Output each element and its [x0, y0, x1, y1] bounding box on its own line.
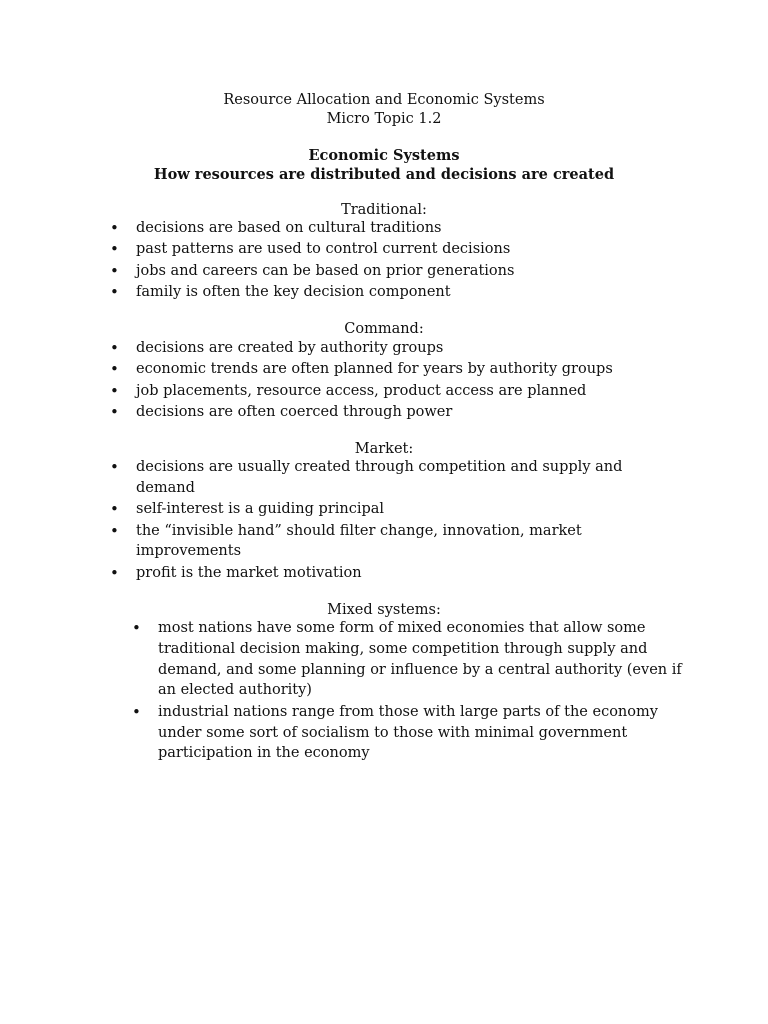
document-subtitle: Micro Topic 1.2	[326, 111, 442, 127]
list-item	[110, 359, 676, 380]
list-item-text: self-interest is a guiding principal	[136, 501, 385, 518]
document-title: Resource Allocation and Economic Systems	[223, 92, 545, 108]
bullet-icon: •	[110, 381, 119, 400]
list-item	[110, 239, 676, 260]
list-item	[110, 499, 651, 520]
list-item	[132, 618, 688, 701]
list-item-text: decisions are created by authority groups	[136, 340, 444, 356]
mixed-systems-heading: Mixed systems:	[327, 602, 441, 618]
command-heading: Command:	[344, 321, 424, 337]
list-item-text: job placements, resource access, product access are planned	[136, 382, 587, 399]
list-item-text: profit is the market motivation	[136, 564, 362, 581]
market-heading: Market:	[354, 441, 414, 457]
list-item	[110, 282, 676, 303]
market-list	[110, 457, 651, 584]
list-item	[110, 261, 676, 282]
bullet-icon: •	[110, 563, 119, 582]
list-item	[110, 381, 676, 402]
bullet-icon: •	[110, 500, 119, 519]
list-item	[110, 521, 651, 563]
list-item-text: economic trends are often planned for years by authority groups	[136, 361, 613, 378]
list-item-text: decisions are based on cultural traditions	[136, 220, 442, 236]
list-item-text: most nations have some form of mixed economies that allow some traditional decision making, some competition through supply and demand, and some planning or influence by a central authority (even if an elected authority)	[158, 620, 682, 699]
traditional-heading: Traditional:	[341, 202, 427, 218]
bullet-icon: •	[110, 219, 119, 237]
traditional-list	[110, 218, 676, 303]
list-item	[110, 457, 651, 499]
bullet-icon: •	[110, 458, 119, 476]
bullet-icon: •	[110, 360, 119, 379]
section-subheading: How resources are distributed and decisions are created	[153, 166, 615, 183]
list-item	[110, 218, 676, 239]
bullet-icon: •	[110, 521, 119, 540]
list-item	[110, 563, 651, 584]
bullet-icon: •	[110, 283, 119, 302]
list-item-text: decisions are often coerced through power	[136, 404, 453, 421]
bullet-icon: •	[110, 240, 119, 259]
list-item-text: family is often the key decision component	[136, 284, 451, 301]
bullet-icon: •	[110, 403, 119, 422]
mixed-systems-list	[132, 618, 688, 764]
bullet-icon: •	[132, 702, 141, 721]
bullet-icon: •	[110, 261, 119, 280]
command-list	[110, 338, 676, 423]
list-item	[110, 402, 676, 423]
bullet-icon: •	[110, 339, 119, 357]
list-item	[110, 338, 676, 359]
list-item-text: industrial nations range from those with large parts of the economy under some sort of socialism to those with minimal government participation in the economy	[158, 703, 658, 762]
list-item-text: decisions are usually created through competition and supply and demand	[136, 459, 623, 496]
list-item-text: the “invisible hand” should filter change, innovation, market improvements	[136, 522, 582, 560]
section-heading-economic-systems: Economic Systems	[308, 147, 460, 164]
bullet-icon: •	[132, 619, 141, 637]
list-item-text: jobs and careers can be based on prior generations	[136, 262, 515, 279]
list-item-text: past patterns are used to control current decisions	[136, 241, 511, 258]
list-item	[132, 702, 688, 764]
